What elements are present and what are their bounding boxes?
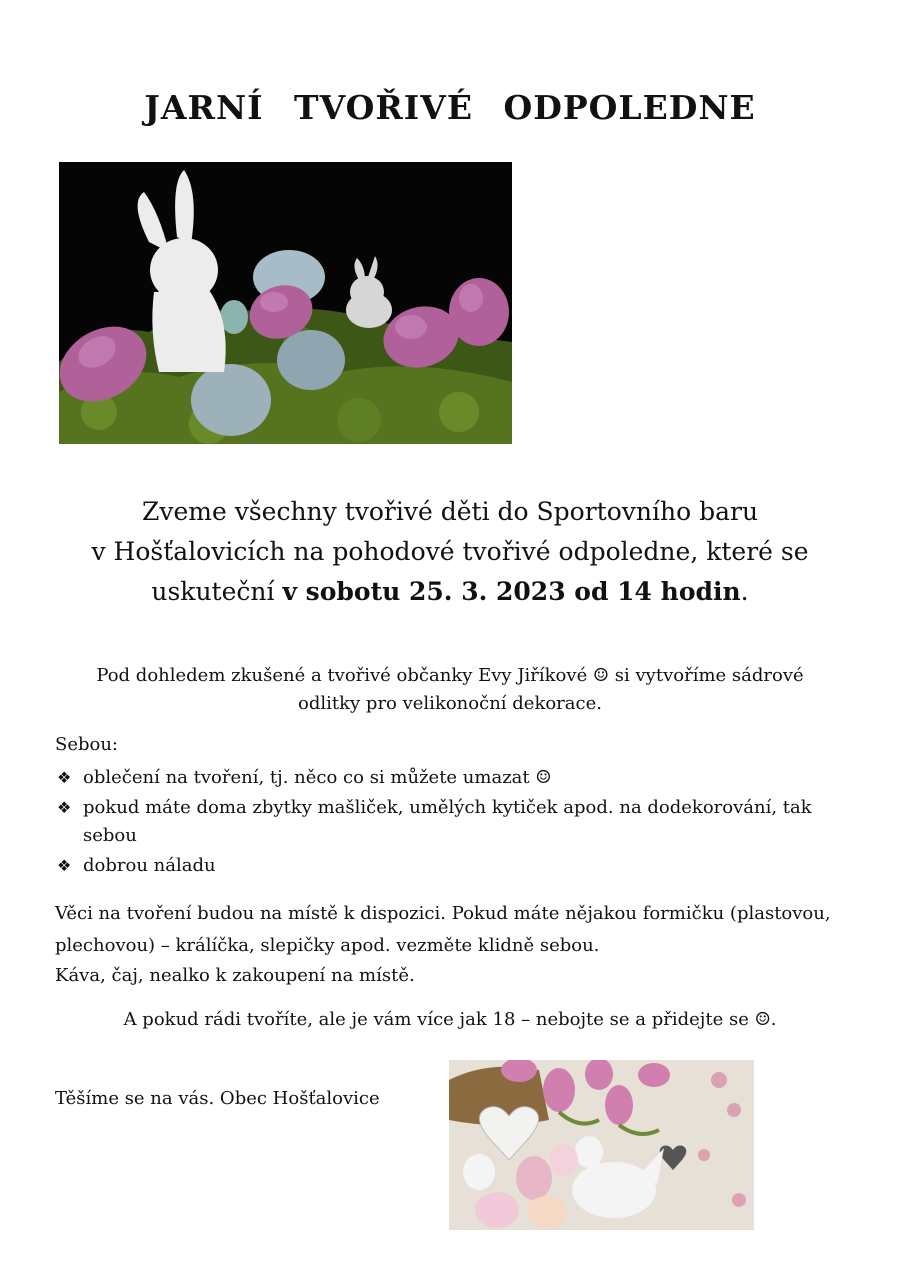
adults-welcome-paragraph: A pokud rádi tvoříte, ale je vám více jak 18 – nebojte se a přidejte se ☺. [123,1009,777,1030]
refreshments-paragraph: Káva, čaj, nealko k zakoupení na místě. [55,965,415,986]
easter-bunny-photo [59,162,512,444]
list-item-text: oblečení na tvoření, tj. něco co si můžete umazat ☺ [83,767,552,788]
list-item [55,794,855,850]
lead-line-1: Pod dohledem zkušené a tvořivé občanky Evy Jiříkové ☺ si vytvoříme sádrové [96,665,804,686]
lead-paragraph [60,662,840,718]
event-date: v sobotu 25. 3. 2023 od 14 hodin [282,577,741,606]
signature: Těšíme se na vás. Obec Hošťalovice [55,1088,380,1109]
list-item [55,852,855,880]
lead-line-2: odlitky pro velikonoční dekorace. [298,693,602,714]
list-item-text: dobrou náladu [83,855,216,876]
invite-line-1: Zveme všechny tvořivé děti do Sportovního baru [141,497,759,526]
list-item [55,764,855,792]
invite-line-3-suffix: . [740,577,749,606]
bring-heading: Sebou: [55,734,118,755]
invite-line-2: v Hošťalovicích na pohodové tvořivé odpoledne, které se [91,537,809,566]
supplies-paragraph: Věci na tvoření budou na místě k dispozici. Pokud máte nějakou formičku (plastovou, plechovou) – králíčka, slepičky apod. vezměte klidně sebou. [55,903,831,956]
diamond-bullet-icon: ❖ [57,856,72,875]
list-item-text: pokud máte doma zbytky mašliček, umělých kytiček apod. na dodekorování, tak sebou [83,797,812,846]
bring-list [55,764,855,882]
easter-decoration-photo [449,1060,754,1230]
invite-line-3 [60,572,840,612]
invite-line-3-prefix: uskuteční [151,577,283,606]
invitation-text [60,492,840,612]
diamond-bullet-icon: ❖ [57,798,72,817]
diamond-bullet-icon: ❖ [57,768,72,787]
page-title: JARNÍ TVOŘIVÉ ODPOLEDNE [144,88,756,127]
